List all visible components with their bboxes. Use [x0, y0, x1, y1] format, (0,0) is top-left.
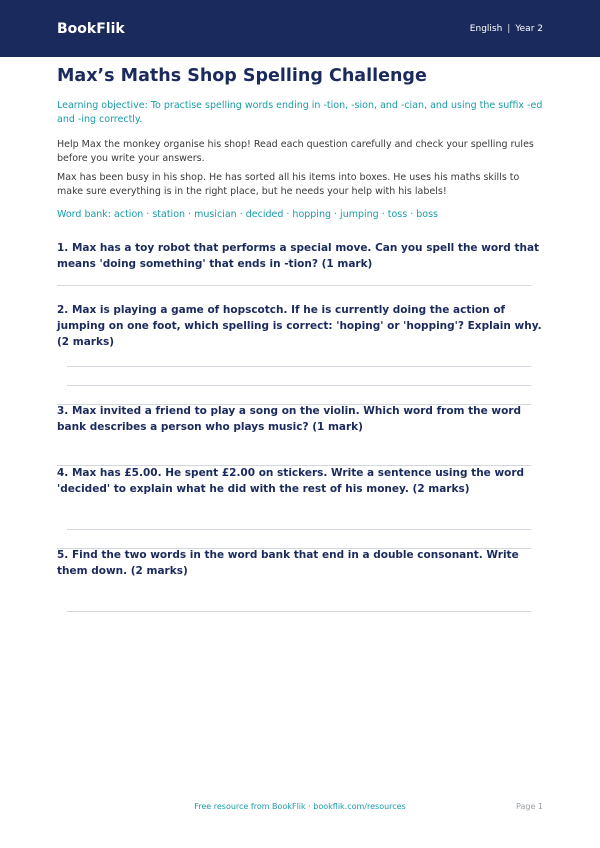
answer-line[interactable]: [67, 385, 531, 386]
meta-separator: |: [507, 23, 511, 34]
word-bank: Word bank: action · station · musician · decided · hopping · jumping · toss · boss: [57, 209, 438, 220]
question-separator: [57, 285, 531, 286]
question-5: 5. Find the two words in the word bank that end in a double consonant. Write them down. (2 marks): [57, 549, 519, 577]
learning-objective: Learning objective: To practise spelling words ending in -tion, -sion, and -cian, and using the suffix -ed and -ing correctly.: [57, 100, 543, 125]
question-3: 3. Max invited a friend to play a song on the violin. Which word from the word bank describes a person who plays music? (1 mark): [57, 405, 522, 433]
brand-logo[interactable]: BookFlik: [57, 20, 125, 37]
worksheet-title: Max’s Maths Shop Spelling Challenge: [57, 66, 427, 86]
intro-paragraph-2: Max has been busy in his shop. He has sorted all his items into boxes. He uses his maths skills to make sure everything is in the right place, but he needs your help with his labels!: [57, 172, 520, 197]
answer-line[interactable]: [67, 529, 531, 530]
intro-paragraph-1: Help Max the monkey organise his shop! Read each question carefully and check your spelling rules before you write your answers.: [57, 139, 534, 164]
answer-line[interactable]: [67, 366, 531, 367]
page-number: Page 1: [516, 802, 543, 811]
footer-resource-link[interactable]: Free resource from BookFlik · bookflik.com/resources: [194, 802, 406, 811]
year-label: Year 2: [515, 23, 543, 34]
subject-label: English: [469, 23, 503, 34]
answer-line[interactable]: [67, 611, 531, 612]
question-2: 2. Max is playing a game of hopscotch. If he is currently doing the action of jumping on one foot, which spelling is correct: 'hoping' or 'hopping'? Explain why. (2 marks): [57, 304, 542, 348]
header-bar: [0, 0, 600, 57]
question-4: 4. Max has £5.00. He spent £2.00 on stickers. Write a sentence using the word 'decided' to explain what he did with the rest of his money. (2 marks): [57, 467, 525, 495]
question-1: 1. Max has a toy robot that performs a special move. Can you spell the word that means 'doing something' that ends in -tion? (1 mark): [57, 242, 540, 270]
subject-year: [470, 24, 543, 34]
